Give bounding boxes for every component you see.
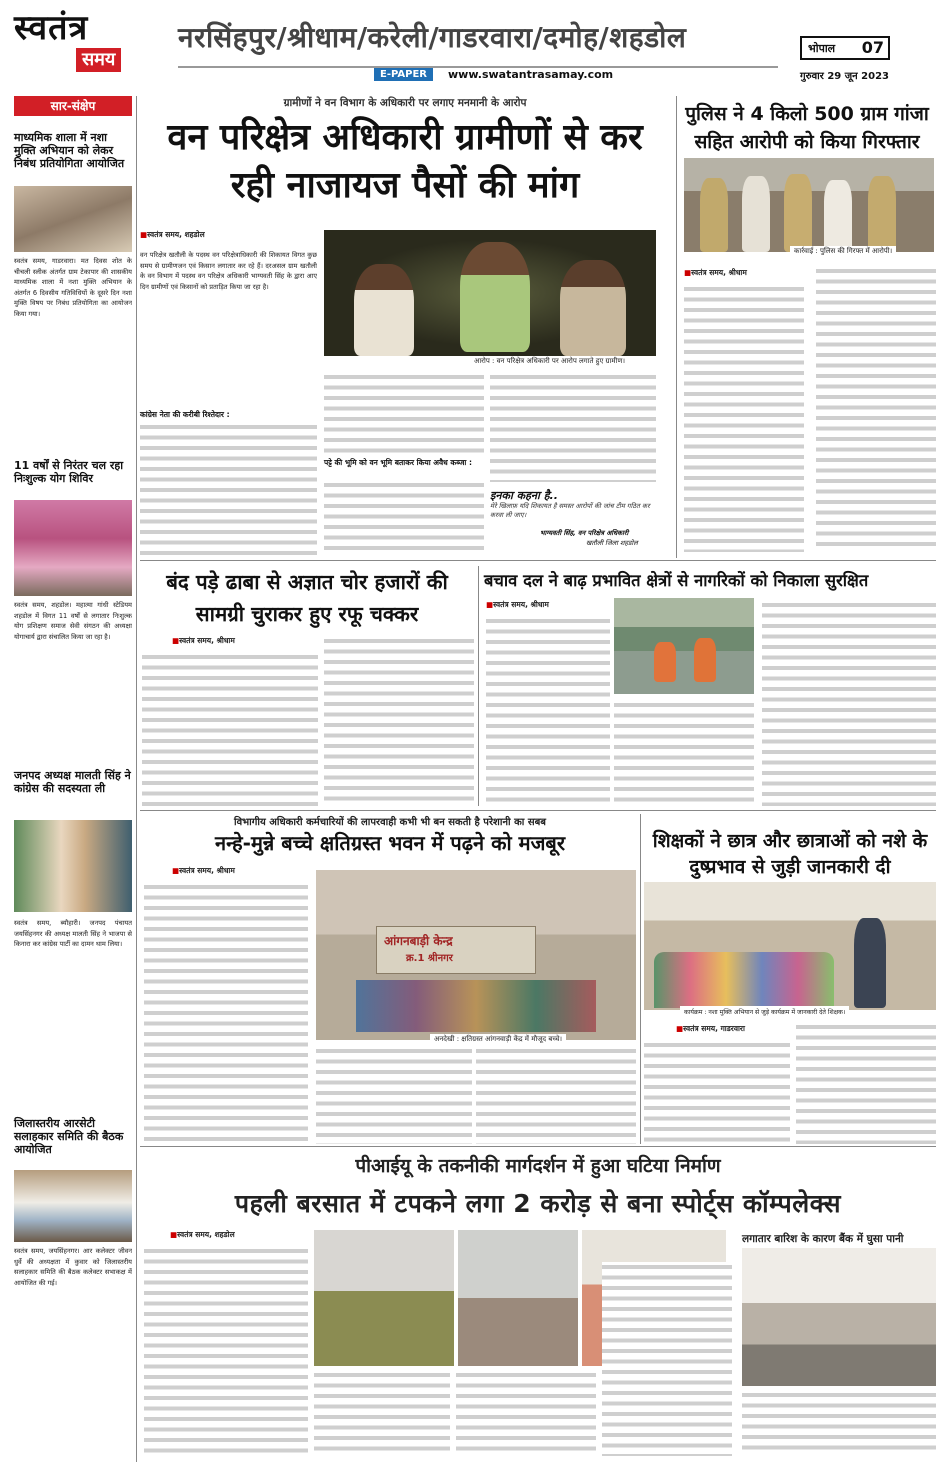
story6-photo-caption: कार्यक्रम : नशा मुक्ति अभियान से जुड़े कार्यक्रम में जानकारी देते शिक्षक। — [680, 1006, 849, 1017]
story5-col1 — [144, 882, 308, 1144]
story7-byline: ■ स्वतंत्र समय, शहडोल — [170, 1230, 235, 1240]
story2-col2 — [816, 266, 936, 552]
sidebar-title: सार-संक्षेप — [14, 96, 132, 116]
sidebar-1-photo — [14, 186, 132, 252]
story4-photo — [614, 598, 754, 694]
story2-photo-caption: कार्रवाई : पुलिस की गिरफ्त में आरोपी। — [790, 246, 896, 257]
story5-kicker: विभागीय अधिकारी कर्मचारियों की लापरवाही कभी भी बन सकती है परेशानी का सबब — [234, 817, 546, 828]
story8-headline: लगातार बारिश के कारण बैंक में घुसा पानी — [742, 1233, 904, 1245]
story1-col2b — [324, 480, 484, 552]
story1-subhead-1: कांग्रेस नेता की करीबी रिश्तेदार : — [140, 410, 230, 419]
story1-quote-name: भाग्यवती सिंह, वन परिक्षेत्र अधिकारी — [540, 529, 629, 537]
story7-col1 — [144, 1246, 308, 1456]
story3-byline: ■ स्वतंत्र समय, श्रीधाम — [172, 636, 235, 646]
story6-headline: शिक्षकों ने छात्र और छात्राओं को नशे के दुष्प्रभाव से जुड़ी जानकारी दी — [652, 830, 928, 878]
hdiv-3 — [140, 1146, 936, 1147]
edition-label: भोपाल — [808, 42, 836, 55]
story5-headline: नन्हे-मुन्ने बच्चे क्षतिग्रस्त भवन में पढ़ने को मजबूर — [214, 831, 566, 855]
story1-quote-title: इनका कहना है.. — [490, 489, 558, 502]
anganwadi-sign-2: क्र.1 श्रीनगर — [406, 953, 453, 964]
story3-headline: बंद पड़े ढाबा से अज्ञात चोर हजारों की सामग्री चुराकर हुए रफू चक्कर — [166, 570, 448, 626]
vdiv-lower — [640, 814, 641, 1144]
logo-bottom: समय — [76, 48, 121, 72]
logo-top: स्वतंत्र — [14, 8, 89, 48]
story4-col2 — [614, 700, 754, 806]
story1-byline: ■ स्वतंत्र समय, शहडोल — [140, 230, 205, 240]
site-url[interactable]: www.swatantrasamay.com — [448, 68, 614, 81]
story1-col2 — [324, 372, 484, 456]
story1-quote-text: मेरे खिलाफ़ यदि शिकायत है समस्त आरोपों की जांच टीम गठित कर करवा ली जाए। — [490, 502, 650, 519]
hdiv-2 — [140, 810, 936, 811]
story6-col2 — [796, 1022, 936, 1144]
story3-col2 — [324, 636, 474, 806]
story7-photo-2 — [458, 1230, 578, 1366]
story4-headline: बचाव दल ने बाढ़ प्रभावित क्षेत्रों से नागरिकों को निकाला सुरक्षित — [484, 571, 869, 590]
story4-col1 — [486, 616, 610, 806]
sidebar-4-body: स्वतंत्र समय, जयसिंहनगर। आर कलेक्टर जीवन धुर्वे की अध्यक्षता में कुवार को जिलास्तरीय सलाहकार समिति की बैठक कलेक्टर सभाकक्ष में आयोजित की गई। — [14, 1247, 132, 1287]
sidebar-divider — [136, 96, 137, 1462]
sidebar-3-photo — [14, 820, 132, 912]
story6-byline: ■ स्वतंत्र समय, गाडरवारा — [676, 1024, 745, 1034]
story2-byline: ■ स्वतंत्र समय, श्रीधाम — [684, 268, 747, 278]
story1-photo — [324, 230, 656, 356]
vdiv-top — [676, 96, 677, 558]
story6-col1 — [644, 1040, 790, 1144]
story7-col4 — [602, 1262, 732, 1456]
story1-photo-caption: आरोप : वन परिक्षेत्र अधिकारी पर आरोप लगाते हुए ग्रामीण। — [470, 356, 629, 367]
sidebar-3-body: स्वतंत्र समय, ब्यौहारी। जनपद पंचायत जयसिंहनगर की अध्यक्ष मालती सिंह ने भाजपा से किनारा कर कांग्रेस पार्टी का दामन थाम लिया। — [14, 919, 132, 948]
story5-col2 — [316, 1046, 472, 1144]
issue-date: गुरुवार 29 जून 2023 — [800, 71, 890, 82]
sidebar-2-body: स्वतंत्र समय, शहडोल। महात्मा गांधी स्टेडियम शहडोल में विगत 11 वर्षों से लगातार निःशुल्क योग प्रशिक्षण समाज सेवी संगठन की अध्यक्षा योगाचार्य द्वारा संचालित किया जा रहा है। — [14, 601, 132, 641]
story7-kicker: पीआईयू के तकनीकी मार्गदर्शन में हुआ घटिया निर्माण — [355, 1155, 721, 1177]
sidebar-2-headline: 11 वर्षों से निरंतर चल रहा निःशुल्क योग शिविर — [14, 459, 124, 485]
sidebar-3-headline: जनपद अध्यक्ष मालती सिंह ने कांग्रेस की सदस्यता ली — [14, 769, 131, 795]
story7-col3 — [456, 1370, 596, 1456]
story1-kicker: ग्रामीणों ने वन विभाग के अधिकारी पर लगाए मनमानी के आरोप — [283, 97, 527, 109]
story2-photo — [684, 158, 934, 252]
edition-box — [800, 36, 890, 60]
story5-col3 — [476, 1046, 636, 1144]
story5-photo-caption: अनदेखी : क्षतिग्रस्त आंगनवाड़ी केंद्र में मौजूद बच्चे। — [430, 1034, 566, 1045]
story5-photo — [316, 870, 636, 1040]
hdiv-1 — [140, 560, 936, 561]
masthead-cities: नरसिंहपुर/श्रीधाम/करेली/गाडरवारा/दमोह/शहडोल — [178, 21, 687, 54]
story7-headline: पहली बरसात में टपकने लगा 2 करोड़ से बना स्पोर्ट्स कॉम्पलेक्स — [234, 1189, 842, 1218]
story1-col1-rest — [140, 422, 317, 560]
story1-subhead-2: पट्टे की भूमि को वन भूमि बताकर किया अवैध कब्जा : — [324, 458, 472, 467]
sidebar-1-body: स्वतंत्र समय, गाडरवारा। मत दिवस शोत के चीचली स्लीक अंतर्गत ग्राम टेकापार की शासकीय माध्यमिक शाला में नशा मुक्ति अभियान के अंतर्गत 6 दिवसीय गतिविधियों के दूसरे दिन नशा मुक्ति विषय पर निबंध प्रतियोगिता का आयोजन किया गया। — [14, 257, 132, 318]
epaper-badge: E-PAPER — [374, 68, 433, 81]
story7-col2 — [314, 1370, 450, 1456]
story2-headline: पुलिस ने 4 किलो 500 ग्राम गांजा सहित आरोपी को किया गिरफ्तार — [685, 103, 929, 153]
story3-col1 — [142, 652, 318, 806]
story1-col3 — [490, 372, 656, 482]
story2-col1 — [684, 284, 804, 552]
story4-col3 — [762, 600, 936, 806]
sidebar-1-headline: माध्यमिक शाला में नशा मुक्ति अभियान को लेकर निबंध प्रतियोगिता आयोजित — [14, 131, 125, 170]
story6-photo — [644, 882, 936, 1010]
logo — [14, 10, 164, 76]
story7-photo-1 — [314, 1230, 454, 1366]
story5-byline: ■ स्वतंत्र समय, श्रीधाम — [172, 866, 235, 876]
sidebar-2-photo — [14, 500, 132, 596]
story8-body — [742, 1390, 936, 1456]
sidebar-4-headline: जिलास्तरीय आरसेटी सलाहकार समिति की बैठक आयोजित — [14, 1117, 124, 1156]
sidebar-4-photo — [14, 1170, 132, 1242]
anganwadi-sign-1: आंगनबाड़ी केन्द्र — [384, 934, 453, 948]
story1-quote-place: खतौली जिला शहडोल — [586, 539, 638, 547]
page-number: 07 — [861, 38, 884, 57]
story1-body: वन परिक्षेत्र खतौली के पदस्थ वन परिक्षेत्राधिकारी की शिकायत विगत कुछ समय से ग्रामीणजन एवं किसान लगातार कर रहे हैं। दरअसल ग्राम खतौली के वन विभाग में पदस्थ वन परिक्षेत्र अधिकारी भाग्यवती सिंह के द्वारा आए दिन ग्रामीणों एवं किसानों को प्रताड़ित किया जा रहा है। — [140, 251, 317, 291]
story8-photo — [742, 1248, 936, 1386]
story4-byline: ■ स्वतंत्र समय, श्रीधाम — [486, 600, 549, 610]
vdiv-mid — [478, 566, 479, 806]
story1-headline: वन परिक्षेत्र अधिकारी ग्रामीणों से कर रही नाजायज पैसों की मांग — [167, 117, 643, 206]
